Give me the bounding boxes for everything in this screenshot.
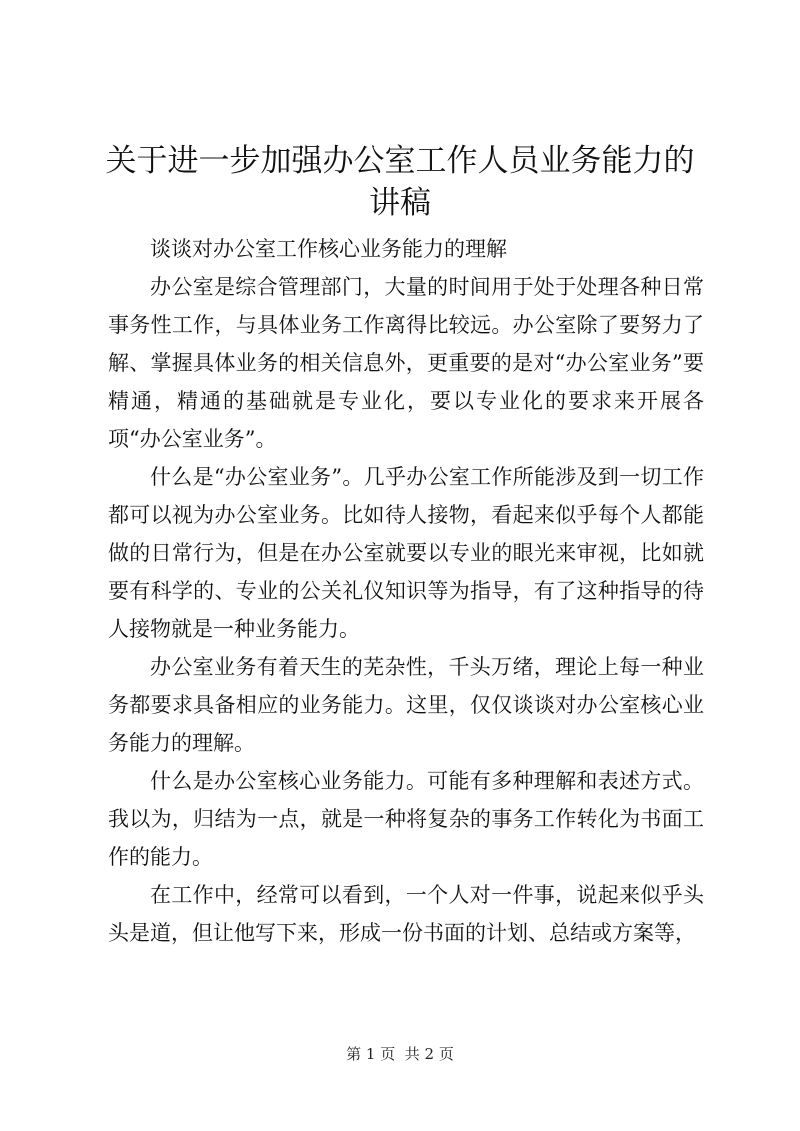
paragraph-1: 办公室是综合管理部门，大量的时间用于处于处理各种日常事务性工作，与具体业务工作离得比较远。办公室除了要努力了解、掌握具体业务的相关信息外，更重要的是对“办公室业务”要精通，精通的基础就是专业化，要以专业化的要求来开展各项“办公室业务”。 xyxy=(108,275,704,451)
page-footer xyxy=(0,1044,800,1064)
page-number: 第 1 页 xyxy=(346,1045,396,1063)
document-title: 关于进一步加强办公室工作人员业务能力的讲稿 xyxy=(105,143,695,221)
paragraph-5: 在工作中，经常可以看到，一个人对一件事，说起来似乎头头是道，但让他写下来，形成一份书面的计划、总结或方案等， xyxy=(108,883,704,945)
paragraph-3: 办公室业务有着天生的芜杂性，千头万绪，理论上每一种业务都要求具备相应的业务能力。这里，仅仅谈谈对办公室核心业务能力的理解。 xyxy=(108,655,704,755)
document-body xyxy=(108,230,704,952)
paragraph-4: 什么是办公室核心业务能力。可能有多种理解和表述方式。我以为，归结为一点，就是一种将复杂的事务工作转化为书面工作的能力。 xyxy=(108,769,704,869)
paragraph-2: 什么是“办公室业务”。几乎办公室工作所能涉及到一切工作都可以视为办公室业务。比如待人接物，看起来似乎每个人都能做的日常行为，但是在办公室就要以专业的眼光来审视，比如就要有科学的、专业的公关礼仪知识等为指导，有了这种指导的待人接物就是一种业务能力。 xyxy=(108,465,704,641)
page-total: 共 2 页 xyxy=(404,1045,454,1063)
paragraph-subtitle: 谈谈对办公室工作核心业务能力的理解 xyxy=(150,237,507,261)
